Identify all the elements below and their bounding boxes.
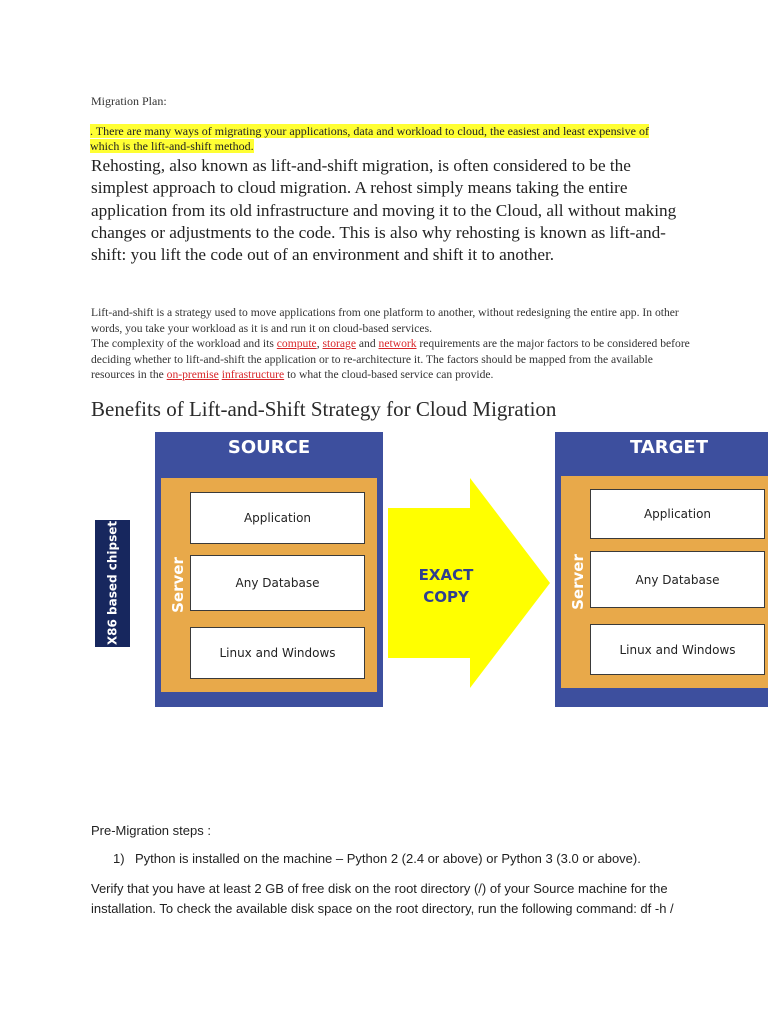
storage-word: storage [322,337,356,350]
lift-and-shift-paragraph [91,305,691,383]
text: and [355,337,379,350]
source-server-label: Server [169,557,187,613]
lift-paragraph-line2 [91,336,691,383]
highlighted-intro [90,124,650,154]
target-title: TARGET [629,437,709,458]
target-application-box: Application [590,489,765,539]
source-database-box: Any Database [190,555,365,611]
arrow-label [398,564,494,608]
source-os-box: Linux and Windows [190,627,365,679]
infrastructure-word: infrastructure [221,368,285,381]
pre-migration-title: Pre-Migration steps : [91,823,211,838]
target-server-label: Server [569,554,587,610]
arrow-label-line2: COPY [423,588,469,606]
on-premise-word: on-premise [166,368,219,381]
lift-paragraph-line1: Lift-and-shift is a strategy used to move applications from one platform to another, without redesigning the entire app. In other words, you take your workload as it is and run it on cloud-based services. [91,306,679,335]
text: The complexity of the workload and its [91,337,277,350]
chipset-label: X86 based chipset [105,520,120,646]
arrow-label-line1: EXACT [418,566,474,584]
benefits-heading: Benefits of Lift-and-Shift Strategy for Cloud Migration [91,397,557,421]
source-application-box: Application [190,492,365,544]
step-number: 1) [113,851,125,866]
compute-word: compute [276,337,317,350]
verify-paragraph: Verify that you have at least 2 GB of free disk on the root directory (/) of your Source machine for the installation. To check the available disk space on the root directory, run the following command: df -h / [91,881,674,916]
text: to what the cloud-based service can provide. [284,368,494,381]
rehost-paragraph: Rehosting, also known as lift-and-shift migration, is often considered to be the simplest approach to cloud migration. A rehost simply means taking the entire application from its old infrastructure and moving it to the Cloud, all without making changes or adjustments to the code. This is also why rehosting is known as lift-and-shift: you lift the code out of an environment and shift it to another. [91,156,677,265]
target-database-box: Any Database [590,551,765,608]
step-item [113,851,641,866]
highlighted-intro-text: . There are many ways of migrating your applications, data and workload to cloud, the easiest and least expensive of which is the lift-and-shift method. [90,124,649,153]
text: requirements are the major factors to be considered before deciding whether to lift-and-shift the application or to re-architecture it. The factors should be mapped from the available resources in the [91,337,690,381]
document-title: Migration Plan: [91,94,167,108]
network-word: network [378,337,417,350]
text: , [316,337,323,350]
source-title: SOURCE [227,437,311,458]
target-os-box: Linux and Windows [590,624,765,675]
step-text: Python is installed on the machine – Python 2 (2.4 or above) or Python 3 (3.0 or above). [135,851,641,866]
